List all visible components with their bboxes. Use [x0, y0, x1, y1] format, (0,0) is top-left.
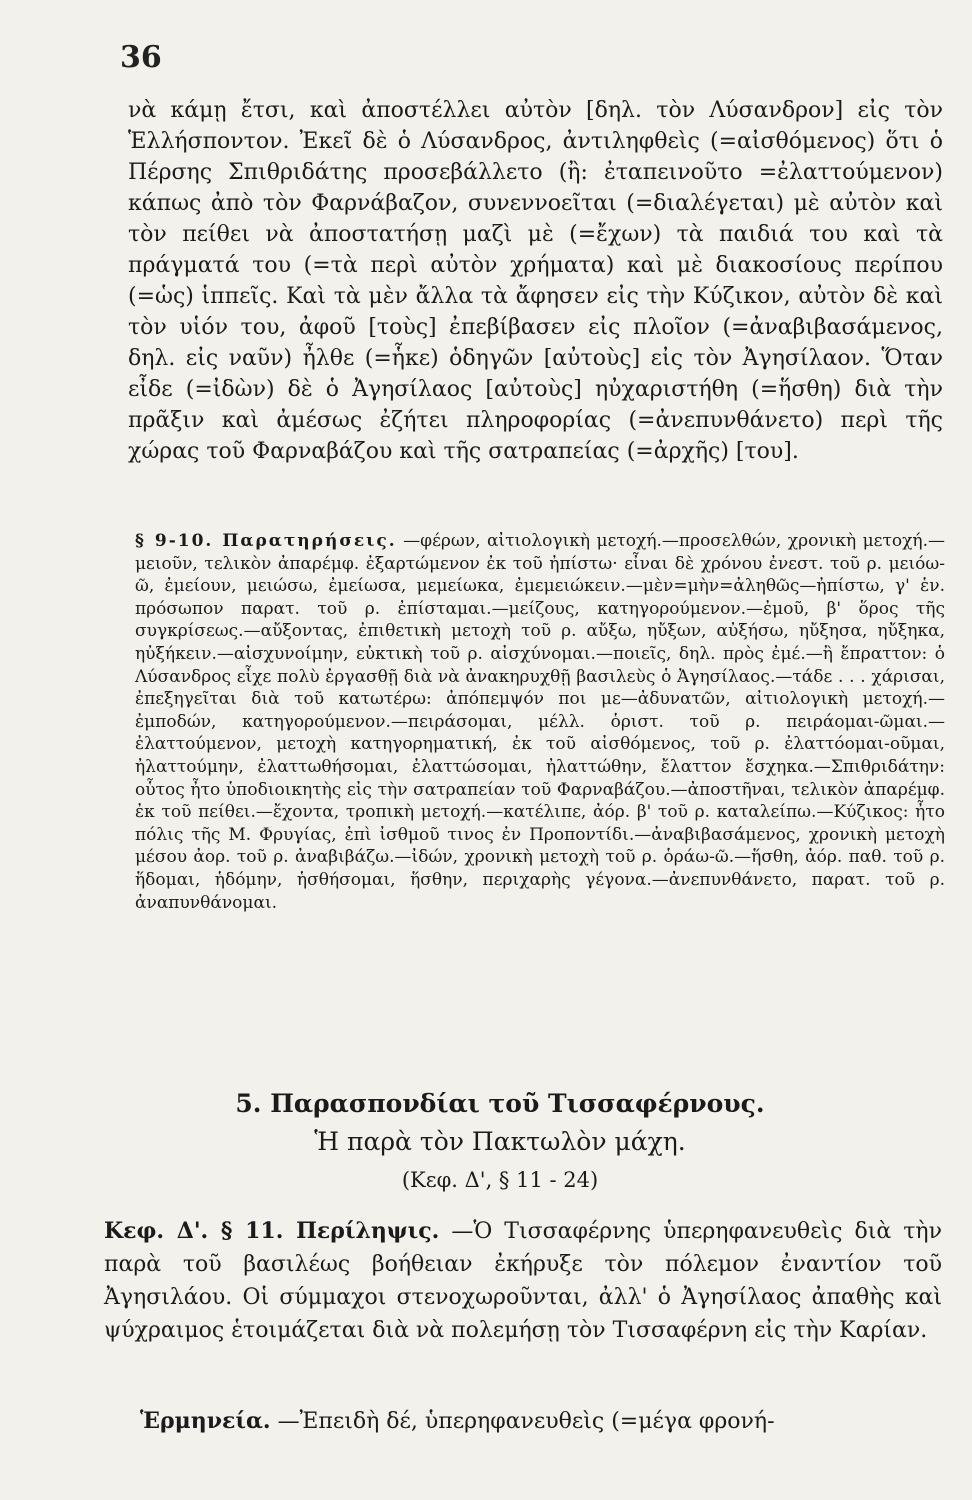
notes-paragraph	[135, 530, 945, 914]
notes-heading: § 9-10. Παρατηρήσεις.	[135, 531, 397, 551]
section-title	[120, 1085, 880, 1199]
summary-paragraph	[104, 1215, 942, 1347]
summary-label: Κεφ. Δ'. § 11. Περίληψις.	[104, 1218, 440, 1244]
page-number: 36	[120, 40, 162, 75]
main-translation-paragraph: νὰ κάμῃ ἔτσι, καὶ ἀποστέλλει αὐτὸν [δηλ. τὸν Λύσανδρον] εἰς τὸν Ἑλλήσποντον. Ἐκεῖ δὲ ὁ Λύσανδρος, ἀντιληφθεὶς (=αἰσθόμενος) ὅτι ὁ Πέρσης Σπιθριδάτης προσεβάλλετο (ἢ: ἐταπεινοῦτο =ἐλαττούμενον) κάπως ἀπὸ τὸν Φαρνάβαζον, συνεννοεῖται (=διαλέγεται) μὲ αὐτὸν καὶ τὸν πείθει νὰ ἀποστατήσῃ μαζὶ μὲ (=ἔχων) τὰ παιδιά του καὶ τὰ πράγματά του (=τὰ περὶ αὐτὸν χρήματα) καὶ μὲ διακοσίους περίπου (=ὡς) ἱππεῖς. Καὶ τὰ μὲν ἄλλα τὰ ἄφησεν εἰς τὴν Κύζικον, αὐτὸν δὲ καὶ τὸν υἱόν του, ἀφοῦ [τοὺς] ἐπεβίβασεν εἰς πλοῖον (=ἀναβιβασάμενος, δηλ. εἰς ναῦν) ἦλθε (=ἧκε) ὁδηγῶν [αὐτοὺς] εἰς τὸν Ἀγησίλαον. Ὅταν εἶδε (=ἰδὼν) δὲ ὁ Ἀγησίλαος [αὐτοὺς] ηὐχαριστήθη (=ἥσθη) διὰ τὴν πρᾶξιν καὶ ἀμέσως ἐζήτει πληροφορίας (=ἀνεπυνθάνετο) περὶ τῆς χώρας τοῦ Φαρναβάζου καὶ τῆς σατραπείας (=ἀρχῆς) [του].	[128, 98, 943, 464]
interpretation-text: —Ἐπειδὴ δέ, ὑπερηφανευθεὶς (=μέγα φρονή-	[277, 1409, 775, 1434]
chapter-reference: (Κεφ. Δ', § 11 - 24)	[401, 1168, 599, 1192]
interpretation-label: Ἑρμηνεία.	[140, 1408, 271, 1434]
notes-text: —φέρων, αἰτιολογικὴ μετοχή.—προσελθών, χρονικὴ μετοχή.—μειοῦν, τελικὸν ἀπαρέμφ. ἐξαρτώμενον ἐκ τοῦ ἠπίστω· εἶναι δὲ χρόνου ἐνεστ. τοῦ ρ. μειόω-ῶ, ἐμείουν, μειώσω, ἐμείωσα, μεμείωκα, ἐμεμειώκειν.—μὲν=μὴν=ἀληθῶς—ἠπίστω, γ' ἑν. πρόσωπον παρατ. τοῦ ρ. ἐπίσταμαι.—μείζους, κατηγορούμενον.—ἐμοῦ, β' ὅρος τῆς συγκρίσεως.—αὔξοντας, ἐπιθετικὴ μετοχὴ τοῦ ρ. αὔξω, ηὔξων, αὐξήσω, ηὔξησα, ηὔξηκα, ηὐξήκειν.—αἰσχυνοίμην, εὐκτικὴ τοῦ ρ. αἰσχύνομαι.—ποιεῖς, δηλ. πρὸς ἐμέ.—ἢ ἔπραττον: ὁ Λύσανδρος εἶχε πολὺ ἐργασθῇ διὰ νὰ ἀνακηρυχθῇ βασιλεὺς ὁ Ἀγησίλαος.—τάδε . . . χάρισαι, ἐπεξηγεῖται διὰ τοῦ κατωτέρω: ἀπόπεμψόν ποι με—ἀδυνατῶν, αἰτιολογικὴ μετοχή.—ἐμποδών, κατηγορούμενον.—πειράσομαι, μέλλ. ὁριστ. τοῦ ρ. πειράομαι-ῶμαι.—ἐλαττούμενον, μετοχὴ κατηγορηματική, ἐκ τοῦ αἰσθόμενος, τοῦ ρ. ἐλαττόομαι-οῦμαι, ἠλαττούμην, ἐλαττωθήσομαι, ἐλαττώσομαι, ἠλαττώθην, ἔλαττον ἔσχηκα.—Σπιθριδάτην: οὗτος ἦτο ὑποδιοικητὴς εἰς τὴν σατραπείαν τοῦ Φαρναβάζου.—ἀποστῆναι, τελικὸν ἀπαρέμφ. ἐκ τοῦ πείθει.—ἔχοντα, τροπικὴ μετοχή.—κατέλιπε, ἀόρ. β' τοῦ ρ. καταλείπω.—Κύζικος: ἦτο πόλις τῆς Μ. Φρυγίας, ἐπὶ ἰσθμοῦ τινος ἐν Προποντίδι.—ἀναβιβασάμενος, χρονικὴ μετοχὴ μέσου ἀορ. τοῦ ρ. ἀναβιβάζω.—ἰδών, χρονικὴ μετοχὴ τοῦ ρ. ὁράω-ῶ.—ἥσθη, ἀόρ. παθ. τοῦ ρ. ἥδομαι, ἡδόμην, ἡσθήσομαι, ἥσθην, περιχαρὴς γέγονα.—ἀνεπυνθάνετο, παρατ. τοῦ ρ. ἀναπυνθάνομαι.	[135, 531, 945, 913]
section-title-line1: 5. Παρασπονδίαι τοῦ Τισσαφέρνους.	[235, 1089, 765, 1118]
summary-text: —Ὁ Τισσαφέρνης ὑπερηφανευθεὶς διὰ τὴν παρὰ τοῦ βασιλέως βοήθειαν ἐκήρυξε τὸν πόλεμον ἐναντίον τοῦ Ἀγησιλάου. Οἱ σύμμαχοι στενοχωροῦνται, ἀλλ' ὁ Ἀγησίλαος ἀπαθὴς καὶ ψύχραιμος ἑτοιμάζεται διὰ νὰ πολεμήσῃ τὸν Τισσαφέρνη εἰς τὴν Καρίαν.	[104, 1219, 942, 1343]
interpretation-paragraph	[104, 1405, 942, 1438]
section-title-line2: Ἡ παρὰ τὸν Πακτωλὸν μάχη.	[314, 1127, 686, 1156]
